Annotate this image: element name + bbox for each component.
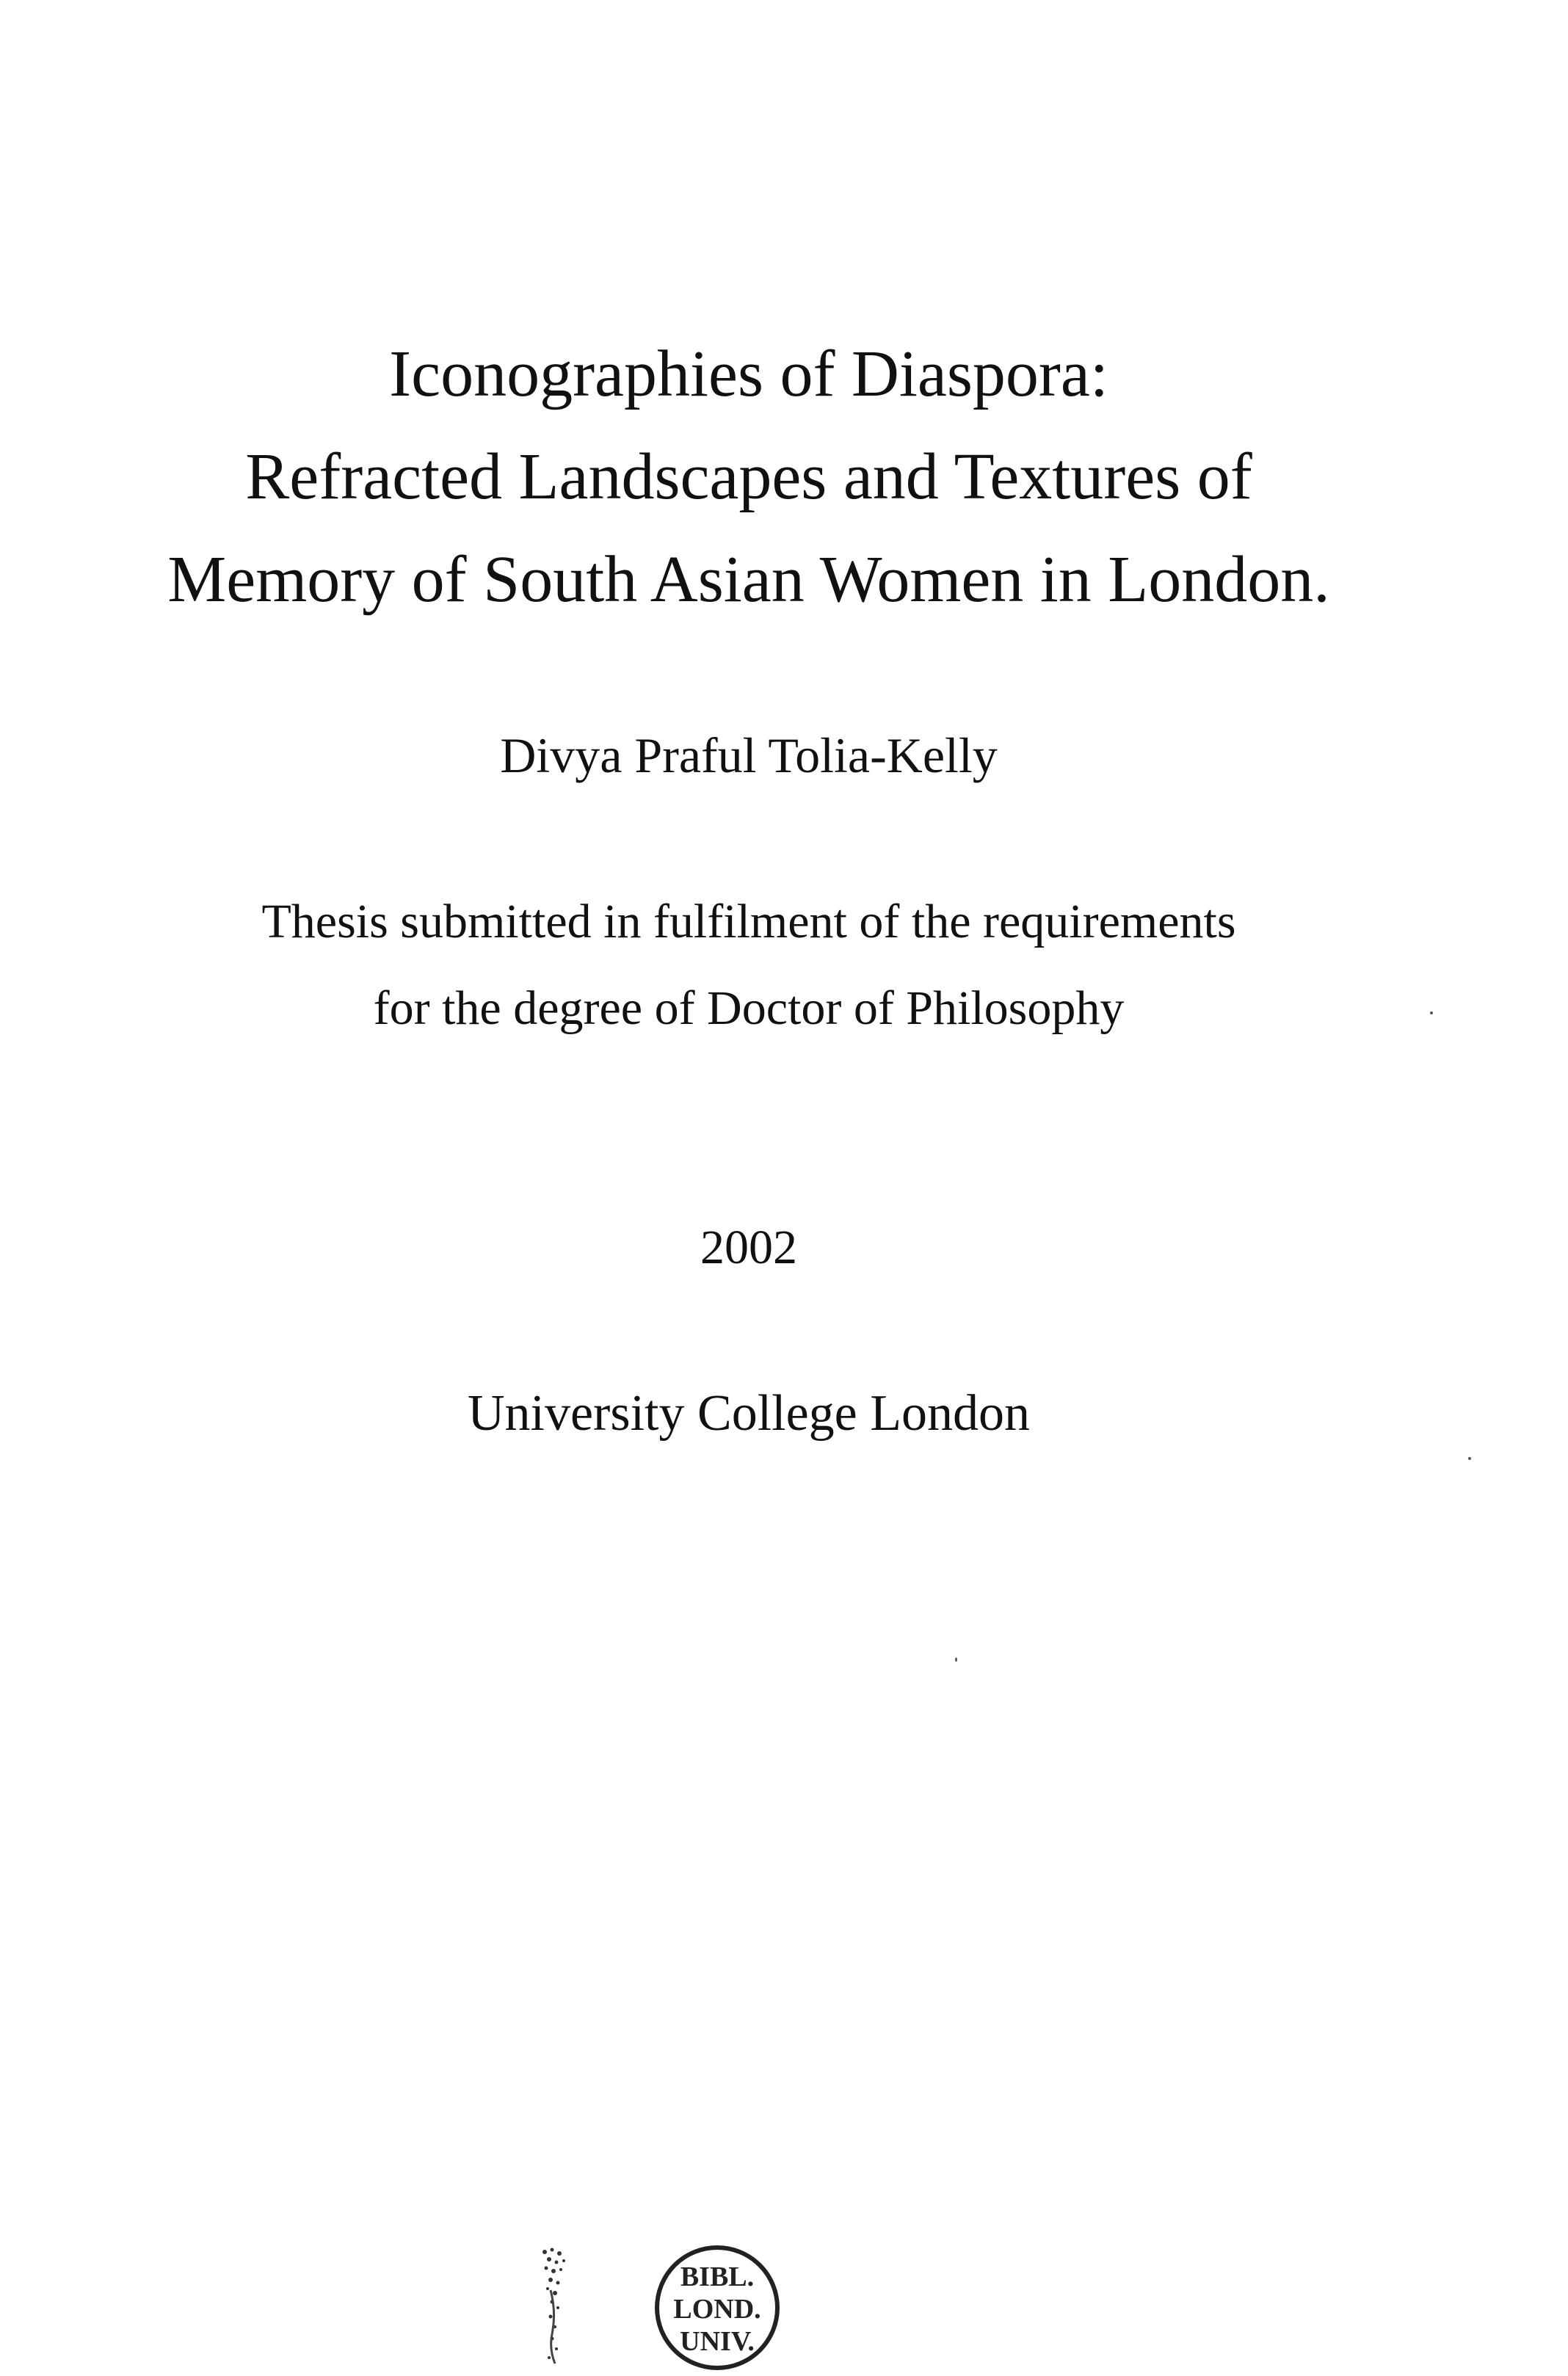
title-line-1: Iconographies of Diaspora: [389,338,1108,410]
thesis-statement-line-1: Thesis submitted in fulfilment of the requirements [261,895,1236,948]
scan-speck [955,1657,957,1662]
thesis-statement-line-2: for the degree of Doctor of Philosophy [373,981,1125,1035]
scan-speck [1430,1011,1433,1014]
svg-text:LOND.: LOND. [673,2294,761,2325]
submission-year: 2002 [700,1221,797,1274]
title-line-3: Memory of South Asian Women in London. [167,543,1330,616]
svg-text:BIBL.: BIBL. [680,2261,755,2292]
handwritten-mark-icon [536,2246,573,2371]
library-stamp-icon [647,2240,787,2376]
institution-name: University College London [467,1385,1030,1442]
scan-speck [1468,1457,1471,1460]
svg-text:UNIV.: UNIV. [680,2326,755,2357]
author-name: Divya Praful Tolia-Kelly [500,727,998,783]
title-line-2: Refracted Landscapes and Textures of [245,440,1252,513]
